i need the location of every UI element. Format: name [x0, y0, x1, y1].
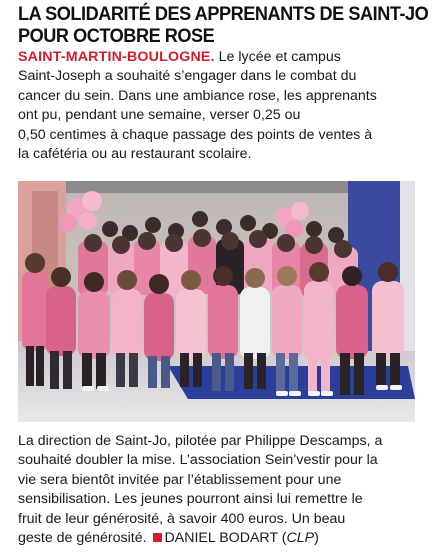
lead-line-5: 0,50 centimes à chaque passage des points de ventes à: [18, 126, 373, 143]
caption-line-1: La direction de Saint-Jo, pilotée par Philippe Descamps, a: [18, 433, 383, 449]
group-photo: [18, 181, 415, 422]
caption-line-6-text: geste de générosité.: [18, 530, 147, 547]
agency-credit: CLP: [286, 530, 315, 547]
lead-line-6: la cafétéria ou au restaurant scolaire.: [18, 146, 252, 163]
headline: [18, 3, 429, 47]
lead-line-1: [18, 48, 434, 67]
group-photo-illustration: [18, 181, 415, 422]
lead-line-1-text: Le lycée et campus: [214, 49, 341, 65]
lead-line-2: Saint-Joseph a souhaité s’engager dans le combat du: [18, 68, 357, 85]
lead-line-3: cancer du sein. Dans une ambiance rose, les apprenants: [18, 87, 377, 104]
agency-open-paren: (: [281, 530, 287, 547]
agency-close-paren: ): [314, 530, 319, 547]
caption-line-2: souhaité doubler la mise. L’association Sein’vestir pour la: [18, 452, 378, 469]
caption-line-4: sensibilisation. Les jeunes pourront ainsi lui remettre le: [18, 491, 363, 508]
headline-line-2: POUR OCTOBRE ROSE: [18, 25, 215, 47]
photo-caption: [18, 432, 438, 548]
end-mark-square-icon: [153, 533, 162, 542]
lead-line-4: ont pu, pendant une semaine, verser 0,25 ou: [18, 107, 301, 124]
lead-paragraph: [18, 48, 434, 164]
headline-line-1: LA SOLIDARITÉ DES APPRENANTS DE SAINT-JO: [18, 3, 429, 25]
author-byline: DANIEL BODART: [164, 530, 278, 547]
caption-line-6: [18, 529, 438, 548]
caption-line-5: fruit de leur générosité, à savoir 400 euros. Un beau: [18, 510, 346, 527]
dateline: SAINT-MARTIN-BOULOGNE.: [18, 49, 215, 65]
caption-line-3: vie sera bientôt invitée par l’établissement pour une: [18, 471, 342, 488]
